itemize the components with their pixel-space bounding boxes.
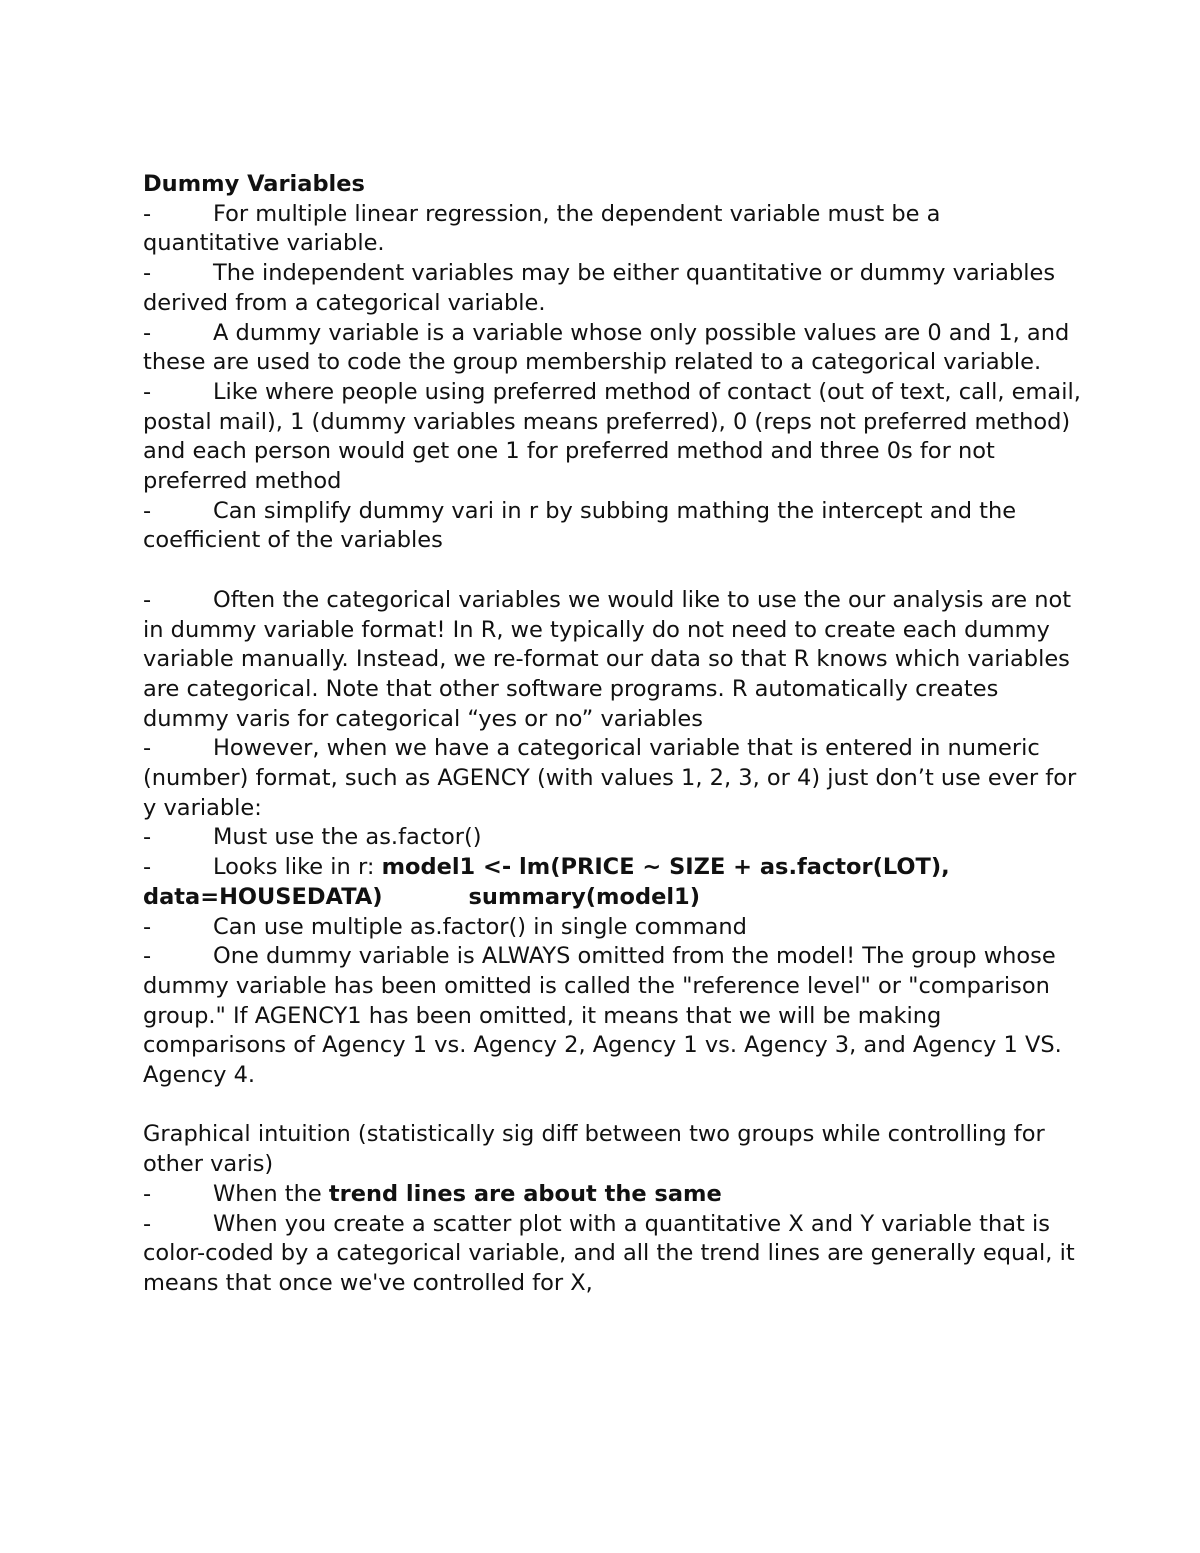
list-item — [143, 1180, 1083, 1210]
blank-line — [143, 556, 1083, 586]
r-code-model: model1 <- lm(PRICE ~ SIZE + as.factor(LOT), data=HOUSEDATA) — [143, 854, 950, 910]
list-item-text: Must use the as.factor() — [213, 824, 482, 851]
list-item — [143, 319, 1083, 378]
bullet-marker: - — [143, 1210, 152, 1237]
list-item-text: When the — [213, 1180, 329, 1207]
list-item-text: Can simplify dummy vari in r by subbing mathing the intercept and the coefficient of the variables — [143, 497, 1017, 554]
blank-line — [143, 1091, 1083, 1121]
bullet-marker: - — [143, 200, 152, 227]
list-item-text: Can use multiple as.factor() in single command — [213, 913, 747, 940]
bullet-marker: - — [143, 586, 152, 613]
list-item — [143, 823, 1083, 853]
bullet-marker: - — [143, 913, 152, 940]
bullet-marker: - — [143, 497, 152, 524]
list-item-text: For multiple linear regression, the dependent variable must be a quantitative variable. — [143, 200, 941, 257]
list-item-text: However, when we have a categorical variable that is entered in numeric (number) format, such as AGENCY (with values 1, 2, 3, or 4) just don’t use ever for y variable: — [143, 735, 1077, 821]
list-item-text: Often the categorical variables we would like to use the our analysis are not in dummy variable format! In R, we typically do not need to create each dummy variable manually. Instead, we re-format our data so that R knows which variables are categorical. Note that other software programs. R automatically creates dummy varis for categorical “yes or no” variables — [143, 586, 1072, 732]
bullet-marker: - — [143, 378, 152, 405]
list-item — [143, 734, 1083, 823]
r-code-summary: summary(model1) — [468, 883, 700, 910]
list-item — [143, 497, 1083, 556]
list-item — [143, 586, 1083, 735]
bullet-marker: - — [143, 735, 152, 762]
list-item-text: Like where people using preferred method of contact (out of text, call, email, postal mail), 1 (dummy variables means preferred), 0 (reps not preferred method) and each person would get one 1 for preferred method and three 0s for not preferred method — [143, 378, 1081, 495]
list-item — [143, 1210, 1083, 1299]
code-list-item — [143, 853, 1083, 912]
bullet-marker: - — [143, 824, 152, 851]
list-item — [143, 378, 1083, 497]
page-title: Dummy Variables — [143, 171, 365, 197]
list-item — [143, 942, 1083, 1091]
emphasis-text: trend lines are about the same — [328, 1180, 722, 1207]
bullet-marker: - — [143, 319, 152, 346]
list-item-text: A dummy variable is a variable whose only possible values are 0 and 1, and these are used to code the group membership related to a categorical variable. — [143, 319, 1070, 376]
bullet-marker: - — [143, 943, 152, 970]
code-prefix: Looks like in r: — [213, 854, 382, 881]
bullet-marker: - — [143, 260, 152, 287]
list-item — [143, 913, 1083, 943]
bullet-marker: - — [143, 854, 152, 881]
section-heading: Graphical intuition (statistically sig diff between two groups while controlling for other varis) — [143, 1121, 1045, 1178]
list-item-text: The independent variables may be either quantitative or dummy variables derived from a categorical variable. — [143, 260, 1056, 316]
document-page — [143, 170, 1083, 1299]
list-item-text: When you create a scatter plot with a quantitative X and Y variable that is color-coded by a categorical variable, and all the trend lines are generally equal, it means that once we've controlled for X, — [143, 1210, 1075, 1296]
list-item — [143, 259, 1083, 318]
list-item — [143, 200, 1083, 259]
list-item-text: One dummy variable is ALWAYS omitted from the model! The group whose dummy variable has been omitted is called the "reference level" or "comparison group." If AGENCY1 has been omitted, it means that we will be making comparisons of Agency 1 vs. Agency 2, Agency 1 vs. Agency 3, and Agency 1 VS. Agency 4. — [143, 943, 1062, 1089]
bullet-marker: - — [143, 1180, 152, 1207]
